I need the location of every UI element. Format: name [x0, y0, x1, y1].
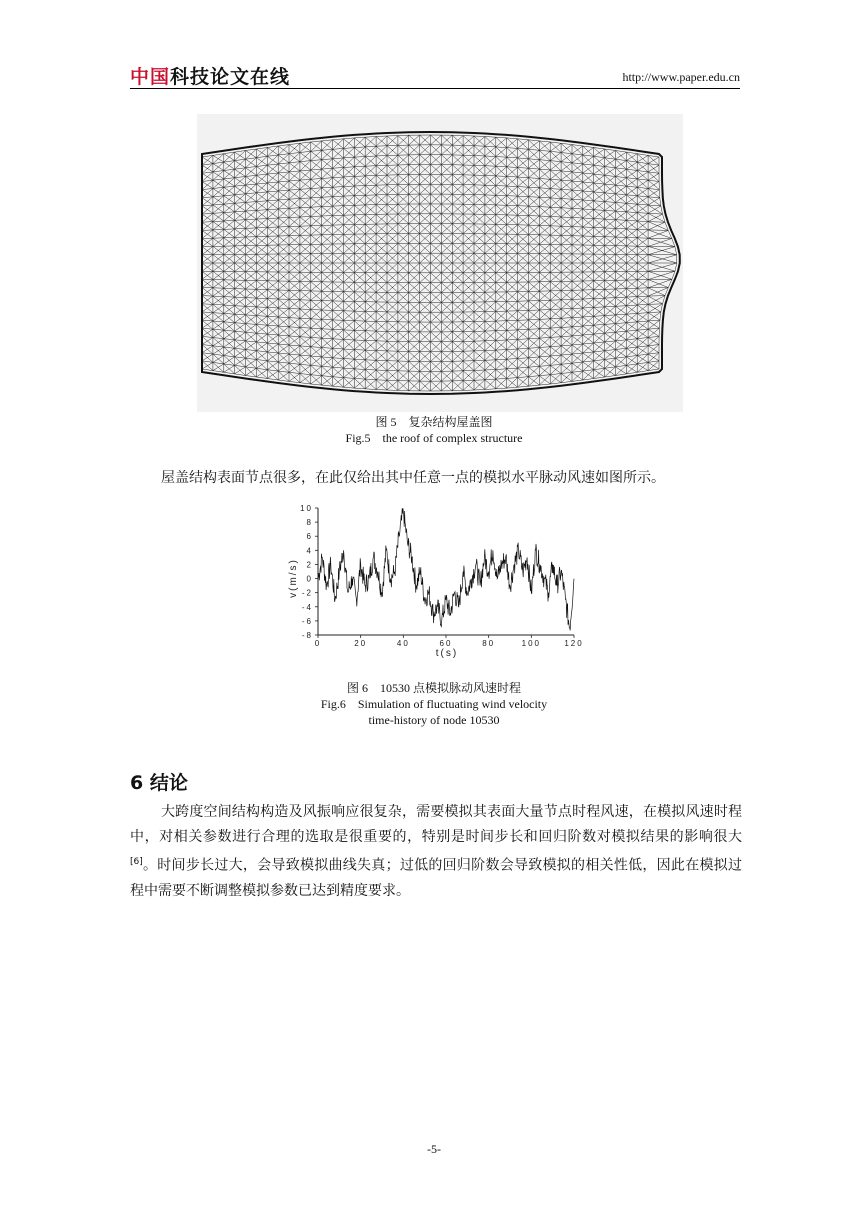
roof-structure-figure	[197, 114, 683, 412]
logo-red-text: 中国	[130, 66, 171, 88]
y-tick-label: 6	[306, 532, 313, 542]
conclusion-text-b: 。时间步长过大，会导致模拟曲线失真；过低的回归阶数会导致模拟的相关性低，因此在模拟过程中需要不断调整模拟参数已达到精度要求。	[130, 857, 742, 899]
x-tick-label: 20	[354, 639, 368, 648]
x-tick-label: 0	[314, 639, 322, 648]
x-tick-label: 120	[564, 639, 584, 648]
figure6-caption-en-1: Fig.6 Simulation of fluctuating wind velocity	[320, 697, 548, 711]
series-line-v	[318, 508, 574, 630]
y-tick-label: -4	[301, 602, 313, 612]
conclusion-paragraph	[130, 800, 742, 904]
citation-ref[interactable]: [6]	[130, 857, 143, 867]
figure6-caption-en-2: time-history of node 10530	[368, 713, 500, 727]
intro-paragraph: 屋盖结构表面节点很多，在此仅给出其中任意一点的模拟水平脉动风速如图所示。	[161, 470, 665, 486]
y-tick-label: -6	[301, 616, 313, 626]
x-tick-label: 100	[521, 639, 542, 648]
wind-velocity-chart	[282, 500, 592, 662]
y-tick-label: 10	[300, 504, 313, 513]
y-tick-label: 2	[306, 560, 313, 570]
y-tick-label: 4	[306, 546, 313, 556]
chart-axes	[318, 508, 574, 635]
y-tick-label: 8	[306, 518, 313, 528]
y-tick-label: -8	[301, 631, 313, 640]
figure5-caption-en: Fig.5 the roof of complex structure	[345, 431, 523, 445]
page-header	[130, 60, 740, 89]
x-tick-label: 60	[439, 639, 453, 648]
figure6-caption-cn: 图 6 10530 点模拟脉动风速时程	[346, 681, 521, 695]
chart-ticks	[300, 504, 584, 648]
chart-series	[318, 508, 574, 630]
conclusion-text-a: 大跨度空间结构构造及风振响应很复杂，需要模拟其表面大量节点时程风速，在模拟风速时程中，对相关参数进行合理的选取是很重要的，特别是时间步长和回归阶数对模拟结果的影响很大	[130, 804, 742, 845]
y-tick-label: -2	[301, 588, 313, 598]
logo-black-text: 科技论文在线	[170, 66, 291, 88]
x-tick-label: 80	[482, 639, 496, 648]
y-axis-label: v(m/s)	[288, 558, 299, 598]
header-url: http://www.paper.edu.cn	[622, 70, 740, 84]
figure5-caption-cn: 图 5 复杂结构屋盖图	[375, 415, 493, 429]
section-heading: 6 结论	[130, 772, 188, 794]
page-number: -5-	[427, 1142, 441, 1156]
site-logo	[130, 62, 290, 89]
x-axis-label: t(s)	[435, 648, 459, 659]
y-tick-label: 0	[306, 574, 313, 584]
x-tick-label: 40	[396, 639, 410, 648]
